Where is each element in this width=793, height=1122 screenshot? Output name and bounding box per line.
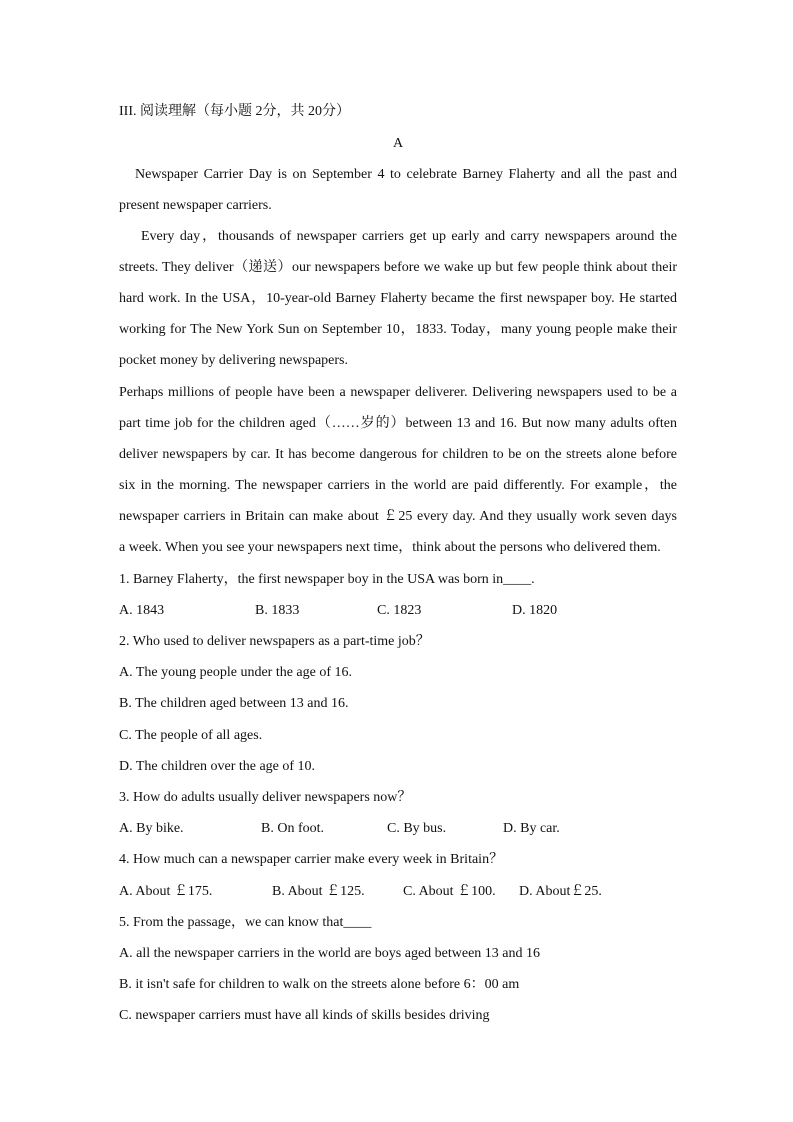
option-a: A. About ￡175. xyxy=(119,884,213,899)
option-row xyxy=(119,820,677,838)
passage-line: Every day，thousands of newspaper carriers get up early and carry newspapers around the xyxy=(141,229,677,244)
passage-label: A xyxy=(392,136,404,151)
option-c: C. About ￡100. xyxy=(403,884,496,899)
option-a: A. 1843 xyxy=(119,603,165,618)
passage-line: part time job for the children aged（……岁的）between 13 and 16. But now many adults often xyxy=(119,416,677,431)
passage-line: pocket money by delivering newspapers. xyxy=(119,353,348,368)
option-b: B. On foot. xyxy=(261,821,324,836)
option-a: A. all the newspaper carriers in the world are boys aged between 13 and 16 xyxy=(119,946,541,961)
document-page xyxy=(119,0,677,1122)
passage-line: Perhaps millions of people have been a newspaper deliverer. Delivering newspapers used to be a xyxy=(119,385,677,400)
passage-line: present newspaper carriers. xyxy=(119,198,272,213)
option-c: C. 1823 xyxy=(377,603,422,618)
option-b: B. it isn't safe for children to walk on the streets alone before 6：00 am xyxy=(119,977,520,992)
passage-line: hard work. In the USA，10-year-old Barney Flaherty became the first newspaper boy. He started xyxy=(119,291,677,306)
question-stem: 5. From the passage，we can know that____ xyxy=(119,915,372,930)
option-d: D. 1820 xyxy=(512,603,558,618)
option-b: B. About ￡125. xyxy=(272,884,365,899)
passage-line: a week. When you see your newspapers next time，think about the persons who delivered them. xyxy=(119,540,661,555)
passage-line: streets. They deliver（递送）our newspapers before we wake up but few people think about their xyxy=(119,260,677,275)
option-c: C. The people of all ages. xyxy=(119,728,263,743)
option-c: C. newspaper carriers must have all kinds of skills besides driving xyxy=(119,1008,490,1023)
option-a: A. By bike. xyxy=(119,821,184,836)
option-d: D. The children over the age of 10. xyxy=(119,759,316,774)
passage-line: deliver newspapers by car. It has become dangerous for children to be on the streets alone before xyxy=(119,447,677,462)
question-stem: 3. How do adults usually deliver newspapers now？ xyxy=(119,790,412,805)
option-d: D. About￡25. xyxy=(519,884,602,899)
question-stem: 2. Who used to deliver newspapers as a part-time job？ xyxy=(119,634,430,649)
option-row xyxy=(119,883,677,901)
question-stem: 1. Barney Flaherty，the first newspaper boy in the USA was born in____. xyxy=(119,572,535,587)
option-b: B. 1833 xyxy=(255,603,300,618)
question-stem: 4. How much can a newspaper carrier make every week in Britain？ xyxy=(119,852,504,867)
passage-line: six in the morning. The newspaper carriers in the world are paid differently. For example，the xyxy=(119,478,677,493)
option-b: B. The children aged between 13 and 16. xyxy=(119,696,349,711)
option-row xyxy=(119,602,677,620)
option-c: C. By bus. xyxy=(387,821,447,836)
passage-line: Newspaper Carrier Day is on September 4 to celebrate Barney Flaherty and all the past and xyxy=(119,167,677,182)
passage-line: newspaper carriers in Britain can make about ￡25 every day. And they usually work seven days xyxy=(119,509,677,524)
option-d: D. By car. xyxy=(503,821,560,836)
passage-line: working for The New York Sun on September 10，1833. Today，many young people make their xyxy=(119,322,677,337)
option-a: A. The young people under the age of 16. xyxy=(119,665,353,680)
section-heading: III. 阅读理解（每小题 2分，共 20分） xyxy=(119,104,350,119)
